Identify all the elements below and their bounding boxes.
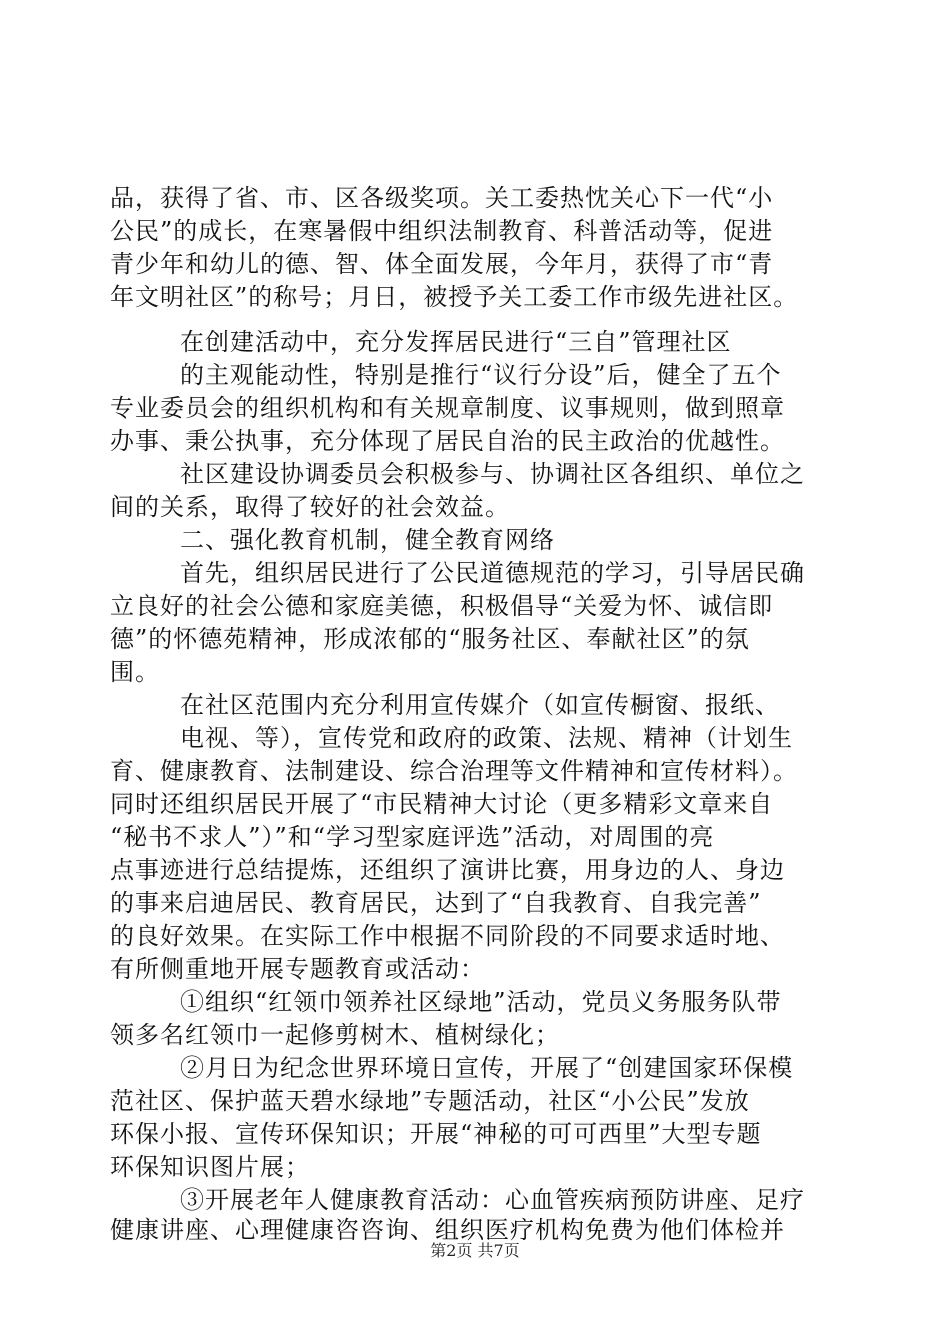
text-line: 间的关系，取得了较好的社会效益。 [110,493,510,521]
text-line: 的良好效果。在实际工作中根据不同阶段的不同要求适时地、 [110,922,785,950]
text-line: 办事、秉公执事，充分体现了居民自治的民主政治的优越性。 [110,427,785,455]
text-line: 在创建活动中，充分发挥居民进行“三自”管理社区 [180,328,732,356]
text-line: 的事来启迪居民、教育居民，达到了“自我教育、自我完善” [110,889,762,917]
text-line: 同时还组织居民开展了“市民精神大讨论（更多精彩文章来自 [110,790,774,818]
text-line: 年文明社区”的称号；月日，被授予关工委工作市级先进社区。 [110,283,799,311]
list-item: ②月日为纪念世界环境日宣传，开展了“创建国家环保模 [180,1054,794,1082]
text-line: 公民”的成长，在寒暑假中组织法制教育、科普活动等，促进 [110,217,774,245]
page-footer: 第2页 共7页 [430,1241,520,1260]
text-line: 环保知识图片展； [110,1153,310,1181]
text-line: 健康讲座、心理健康咨咨询、组织医疗机构免费为他们体检并 [110,1216,785,1244]
text-line: 首先，组织居民进行了公民道德规范的学习，引导居民确 [180,559,805,587]
text-line: 德”的怀德苑精神，形成浓郁的“服务社区、奉献社区”的氛 [110,625,750,653]
text-line: 点事迹进行总结提炼，还组织了演讲比赛，用身边的人、身边 [110,856,785,884]
text-line: 社区建设协调委员会积极参与、协调社区各组织、单位之 [180,460,805,488]
text-line: 环保小报、宣传环保知识；开展“神秘的可可西里”大型专题 [110,1120,762,1148]
text-line: 电视、等），宣传党和政府的政策、法规、精神（计划生 [180,724,793,752]
text-line: 专业委员会的组织机构和有关规章制度、议事规则，做到照章 [110,394,785,422]
section-heading: 二、强化教育机制，健全教育网络 [180,526,555,554]
text-line: 品，获得了省、市、区各级奖项。关工委热忱关心下一代“小 [110,184,774,212]
list-item: ①组织“红领巾领养社区绿地”活动，党员义务服务队带 [180,988,782,1016]
text-line: 范社区、保护蓝天碧水绿地”专题活动，社区“小公民”发放 [110,1087,750,1115]
text-line: “秘书不求人”）”和“学习型家庭评选”活动，对周围的亮 [110,823,715,851]
text-line: 的主观能动性，特别是推行“议行分设”后，健全了五个 [180,361,782,389]
text-line: 有所侧重地开展专题教育或活动： [110,955,485,983]
text-line: 在社区范围内充分利用宣传媒介（如宣传橱窗、报纸、 [180,691,780,719]
text-line: 立良好的社会公德和家庭美德，积极倡导“关爱为怀、诚信即 [110,592,774,620]
text-line: 领多名红领巾一起修剪树木、植树绿化； [110,1021,560,1049]
text-line: 青少年和幼儿的德、智、体全面发展，今年月，获得了市“青 [110,250,774,278]
text-line: 围。 [110,658,160,686]
text-line: 育、健康教育、法制建设、综合治理等文件精神和宣传材料）。 [110,757,798,785]
list-item: ③开展老年人健康教育活动：心血管疾病预防讲座、足疗 [180,1186,805,1214]
